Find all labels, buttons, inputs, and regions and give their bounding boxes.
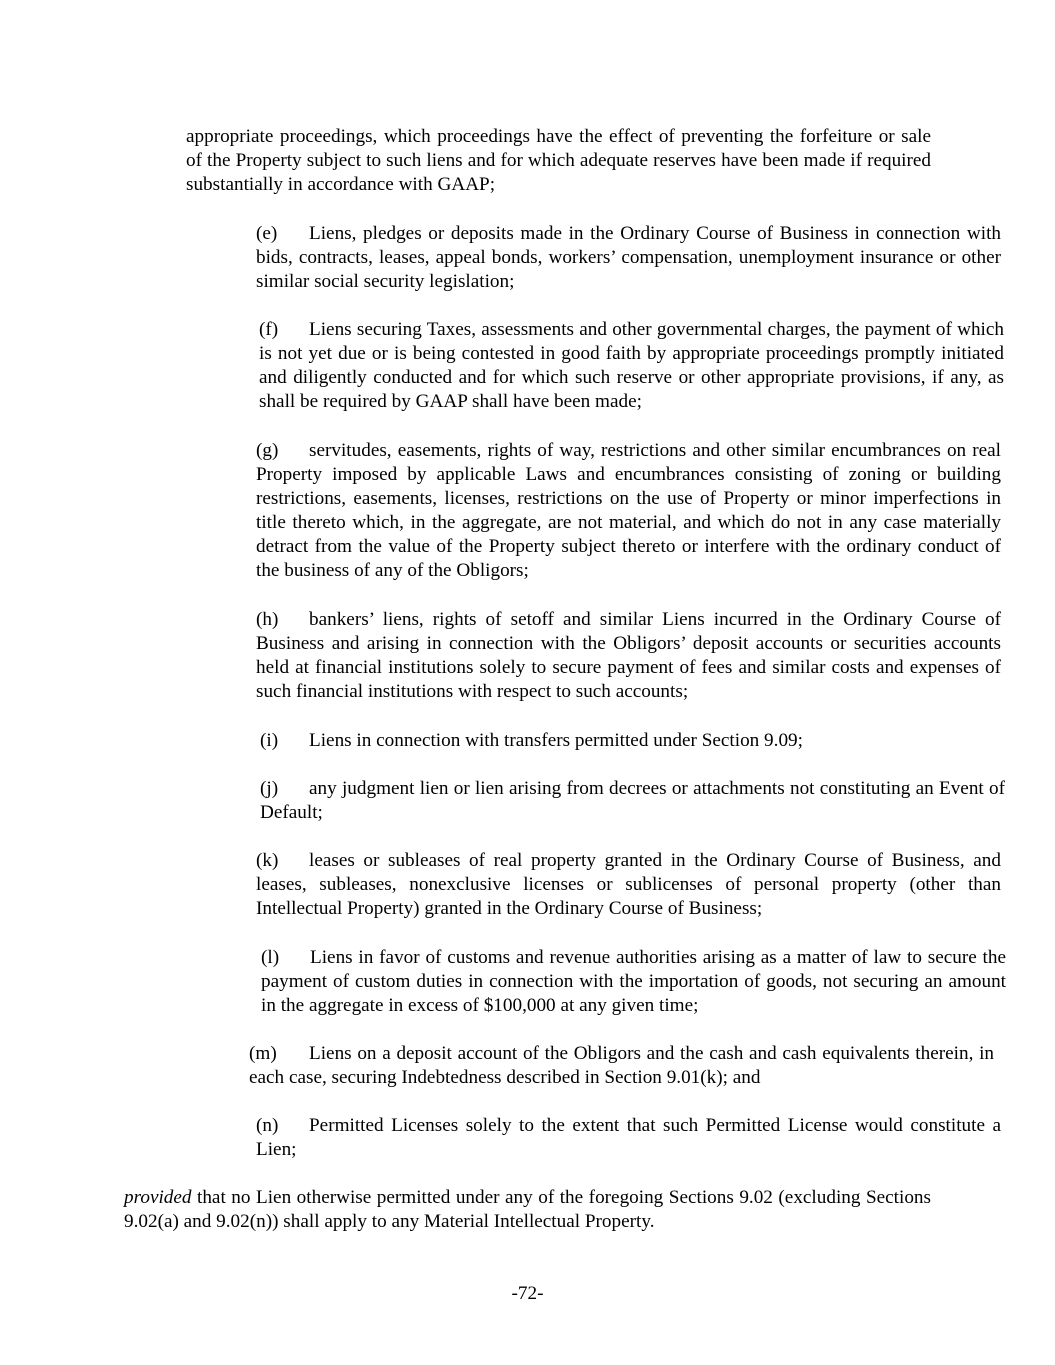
clause-label: (m) — [249, 1043, 277, 1064]
proviso-paragraph — [124, 1186, 931, 1234]
clause-label: (i) — [260, 730, 279, 751]
clause-text: any judgment lien or lien arising from decrees or attachments not constituting an Event of Default; — [260, 778, 1005, 824]
clause-label: (k) — [256, 850, 279, 871]
clause-k — [186, 849, 1001, 921]
clause-i — [186, 729, 1005, 753]
clause-g — [186, 439, 1001, 584]
clause-text: leases or subleases of real property granted in the Ordinary Course of Business, and leases, subleases, nonexclusive licenses or sublicenses of personal property (other than Intellectual Property) granted in the Ordinary Course of Business; — [256, 850, 1001, 920]
clause-text: Liens in connection with transfers permitted under Section 9.09; — [309, 730, 803, 751]
clause-label: (h) — [256, 609, 279, 630]
proviso-lead: provided — [124, 1187, 192, 1208]
clause-e — [186, 222, 1001, 294]
clause-label: (e) — [256, 223, 278, 244]
clause-label: (l) — [261, 947, 280, 968]
proviso-text: that no Lien otherwise permitted under any of the foregoing Sections 9.02 (excluding Sections 9.02(a) and 9.02(n)) shall apply to any Material Intellectual Property. — [124, 1187, 931, 1233]
clause-j — [186, 777, 1005, 825]
page-number: -72- — [511, 1283, 544, 1304]
clause-label: (f) — [259, 319, 279, 340]
clause-label: (j) — [260, 778, 279, 799]
clause-text: Liens in favor of customs and revenue authorities arising as a matter of law to secure the payment of custom duties in connection with the importation of goods, not securing an amount in the aggregate in excess of $100,000 at any given time; — [261, 947, 1006, 1017]
clause-text: Liens on a deposit account of the Obligors and the cash and cash equivalents therein, in each case, securing Indebtedness described in Section 9.01(k); and — [249, 1043, 994, 1089]
clause-text: Liens, pledges or deposits made in the Ordinary Course of Business in connection with bids, contracts, leases, appeal bonds, workers’ compensation, unemployment insurance or other similar social security legislation; — [256, 223, 1001, 293]
clause-text: Liens securing Taxes, assessments and other governmental charges, the payment of which is not yet due or is being contested in good faith by appropriate proceedings promptly initiated and diligently conducted and for which such reserve or other appropriate provisions, if any, as shall be required by GAAP shall have been made; — [259, 319, 1004, 413]
clause-l — [186, 946, 1006, 1018]
clause-label: (g) — [256, 440, 279, 461]
clause-h — [186, 608, 1001, 704]
clause-n — [186, 1114, 1001, 1162]
clause-f — [186, 318, 1004, 414]
clause-m — [186, 1042, 994, 1090]
continuation-paragraph: appropriate proceedings, which proceedings have the effect of preventing the forfeiture or sale of the Property subject to such liens and for which adequate reserves have been made if required substantially in accordance with GAAP; — [186, 126, 931, 196]
clause-text: servitudes, easements, rights of way, restrictions and other similar encumbrances on real Property imposed by applicable Laws and encumbrances consisting of zoning or building restrictions, easements, licenses, restrictions on the use of Property or minor imperfections in title thereto which, in the aggregate, are not material, and which do not in any case materially detract from the value of the Property subject thereto or interfere with the ordinary conduct of the business of any of the Obligors; — [256, 440, 1001, 582]
clause-text: bankers’ liens, rights of setoff and similar Liens incurred in the Ordinary Course of Business and arising in connection with the Obligors’ deposit accounts or securities accounts held at financial institutions solely to secure payment of fees and similar costs and expenses of such financial institutions with respect to such accounts; — [256, 609, 1001, 703]
clause-text: Permitted Licenses solely to the extent that such Permitted License would constitute a Lien; — [256, 1115, 1001, 1161]
clause-label: (n) — [256, 1115, 279, 1136]
